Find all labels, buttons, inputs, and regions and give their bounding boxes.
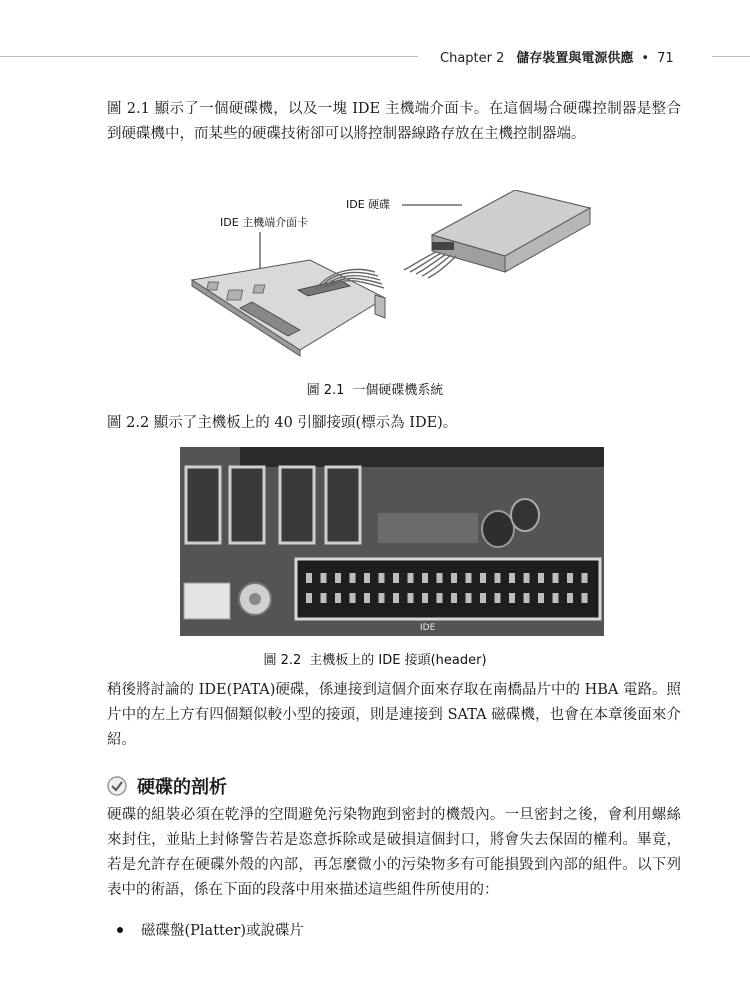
header-pin [393,573,399,583]
header-pin [480,573,486,583]
header-pin [567,573,573,583]
list-item [117,919,304,940]
header-pin [364,593,370,603]
header-pin [538,573,544,583]
header-pin [509,573,515,583]
header-pin [451,573,457,583]
header-rule-left [0,56,418,57]
header-rule-right [712,56,750,57]
header-pin [306,573,312,583]
running-head [440,47,674,66]
header-pin [350,593,356,603]
figure2-caption-text: 主機板上的 IDE 接頭(header) [309,653,487,668]
header-pin [335,573,341,583]
figure1-label-drive: IDE 硬碟 [346,198,391,211]
header-pin [582,593,588,603]
check-circle-icon [107,776,127,796]
header-pin [524,593,530,603]
header-separator: • [641,51,650,66]
paragraph-2: 圖 2.2 顯示了主機板上的 40 引腳接頭(標示為 IDE)。 [107,415,458,431]
header-pin [553,593,559,603]
page-number: 71 [657,51,674,66]
header-pin [451,593,457,603]
figure2-caption [0,649,750,668]
header-pin [422,573,428,583]
header-pin [524,573,530,583]
paragraph-1: 圖 2.1 顯示了一個硬碟機，以及一塊 IDE 主機端介面卡。在這個場合硬碟控制器是整合到硬碟機中，而某些的硬碟技術卻可以將控制器線路存放在主機控制器端。 [107,101,681,142]
header-pin [553,573,559,583]
header-pin [422,593,428,603]
header-pin [306,593,312,603]
top-connector-strip [240,447,604,467]
header-pin [408,593,414,603]
header-pin [321,573,327,583]
header-pin [495,573,501,583]
header-pin [393,593,399,603]
header-pin [379,573,385,583]
paragraph-4: 硬碟的組裝必須在乾淨的空間避免污染物跑到密封的機殼內。一旦密封之後，會利用螺絲來封住，並貼上封條警告若是恣意拆除或是破損這個封口，將會失去保固的權利。畢竟，若是允許存在硬碟外殼的內部，再怎麼微小的污染物多有可能損毀到內部的組件。以下列表中的術語，係在下面的段落中用來描述這些組件所使用的： [107,807,681,898]
ide-host-card-illustration [192,260,385,356]
header-pin [466,593,472,603]
list-item-text: 磁碟盤(Platter)或說碟片 [141,923,305,939]
header-pin [582,573,588,583]
hard-drive-illustration [404,190,590,278]
figure-motherboard-photo [180,447,604,636]
paragraph-3: 稍後將討論的 IDE(PATA)硬碟，係連接到這個介面來存取在南橋晶片中的 HBA 電路。照片中的左上方有四個類似較小型的接頭，則是連接到 SATA 磁碟機，也會在本章後面來介紹。 [107,682,681,748]
section-heading-text: 硬碟的剖析 [137,777,227,798]
chapter-label: Chapter 2 [440,51,505,66]
header-pin [379,593,385,603]
ide-header [296,559,600,619]
header-pin [437,593,443,603]
header-pin [364,573,370,583]
chapter-title: 儲存裝置與電源供應 [516,51,634,66]
header-pin [408,573,414,583]
section-heading [107,773,227,799]
header-pin [509,593,515,603]
figure-hard-drive-system [180,190,600,370]
white-pin-connector [184,583,230,619]
header-pin [466,573,472,583]
figure1-caption [0,379,750,398]
figure1-label-card: IDE 主機端介面卡 [220,216,309,229]
figure2-caption-number: 圖 2.2 [263,653,302,668]
header-pin [335,593,341,603]
header-pin [538,593,544,603]
header-pin [567,593,573,603]
header-pin [321,593,327,603]
header-pin [350,573,356,583]
figure1-caption-text: 一個硬碟機系統 [352,383,444,398]
header-pin [437,573,443,583]
bullet-dot [117,927,123,933]
ide-silkscreen-label: IDE [420,623,436,633]
header-pin [480,593,486,603]
figure1-caption-number: 圖 2.1 [306,383,345,398]
header-pin [495,593,501,603]
